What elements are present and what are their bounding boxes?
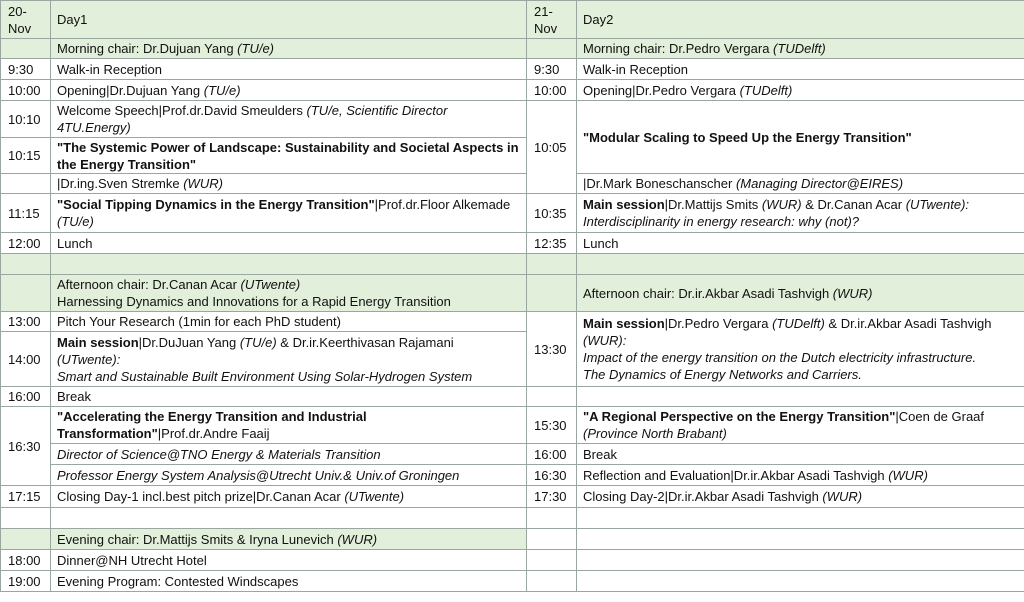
spacer-cell [577, 508, 1024, 529]
spacer-cell [51, 254, 527, 275]
time-cell: 17:30 [527, 486, 577, 508]
time-cell: 17:15 [1, 486, 51, 508]
session-cell: Walk-in Reception [51, 59, 527, 80]
session-cell: Lunch [577, 233, 1024, 254]
spacer-cell [51, 508, 527, 529]
day1-chair-time [1, 529, 51, 550]
day2-chair-time [527, 275, 577, 312]
day1-title: Day1 [51, 1, 527, 39]
day1-evening-chair: Evening chair: Dr.Mattijs Smits & Iryna Lunevich (WUR) [51, 529, 527, 550]
time-cell: 9:30 [527, 59, 577, 80]
session-cell: Evening Program: Contested Windscapes [51, 571, 527, 592]
time-cell [527, 387, 577, 407]
spacer-cell [577, 550, 1024, 571]
time-cell: 10:10 [1, 101, 51, 138]
day2-date: 21-Nov [527, 1, 577, 39]
session-title-cell: "Modular Scaling to Speed Up the Energy Transition" [577, 101, 1024, 174]
day1-chair-time [1, 39, 51, 59]
session-cell: Dinner@NH Utrecht Hotel [51, 550, 527, 571]
spacer-cell [527, 550, 577, 571]
session-cell: Opening|Dr.Dujuan Yang (TU/e) [51, 80, 527, 101]
day2-chair-time [527, 39, 577, 59]
spacer-cell [577, 529, 1024, 550]
time-cell: 19:00 [1, 571, 51, 592]
session-cell: Lunch [51, 233, 527, 254]
spacer-cell [527, 254, 577, 275]
session-title-cell: "Accelerating the Energy Transition and Industrial Transformation"|Prof.dr.Andre Faaij [51, 407, 527, 444]
time-cell: 16:00 [527, 444, 577, 465]
day2-afternoon-chair: Afternoon chair: Dr.ir.Akbar Asadi Tashvigh (WUR) [577, 275, 1024, 312]
session-cell: Break [51, 387, 527, 407]
session-cell: "A Regional Perspective on the Energy Transition"|Coen de Graaf (Province North Brabant) [577, 407, 1024, 444]
session-cell: Break [577, 444, 1024, 465]
session-cell: Welcome Speech|Prof.dr.David Smeulders (TU/e, Scientific Director 4TU.Energy) [51, 101, 527, 138]
time-cell: 14:00 [1, 332, 51, 387]
session-cell: |Dr.ing.Sven Stremke (WUR) [51, 174, 527, 194]
time-cell: 12:35 [527, 233, 577, 254]
session-cell: Main session|Dr.Mattijs Smits (WUR) & Dr.Canan Acar (UTwente): Interdisciplinarity in energy research: why (not)? [577, 194, 1024, 233]
session-cell: Main session|Dr.DuJuan Yang (TU/e) & Dr.ir.Keerthivasan Rajamani (UTwente): Smart and Sustainable Built Environment Using Solar-Hydrogen System [51, 332, 527, 387]
time-cell: 18:00 [1, 550, 51, 571]
spacer-cell [527, 508, 577, 529]
spacer-cell [1, 254, 51, 275]
time-cell: 16:30 [1, 407, 51, 486]
session-cell: Pitch Your Research (1min for each PhD student) [51, 312, 527, 332]
time-cell: 16:00 [1, 387, 51, 407]
time-cell: 10:35 [527, 194, 577, 233]
session-cell: Reflection and Evaluation|Dr.ir.Akbar Asadi Tashvigh (WUR) [577, 465, 1024, 486]
day1-afternoon-chair: Afternoon chair: Dr.Canan Acar (UTwente) Harnessing Dynamics and Innovations for a Rapid Energy Transition [51, 275, 527, 312]
day1-date: 20-Nov [1, 1, 51, 39]
time-cell: 11:15 [1, 194, 51, 233]
day2-morning-chair: Morning chair: Dr.Pedro Vergara (TUDelft) [577, 39, 1024, 59]
time-cell: 16:30 [527, 465, 577, 486]
session-cell [577, 387, 1024, 407]
spacer-cell [527, 571, 577, 592]
day1-chair-time [1, 275, 51, 312]
spacer-cell [527, 529, 577, 550]
session-cell: |Dr.Mark Boneschanscher (Managing Director@EIRES) [577, 174, 1024, 194]
time-cell: 10:00 [527, 80, 577, 101]
spacer-cell [577, 254, 1024, 275]
session-cell: "Social Tipping Dynamics in the Energy Transition"|Prof.dr.Floor Alkemade (TU/e) [51, 194, 527, 233]
time-cell: 9:30 [1, 59, 51, 80]
session-title-cell: "The Systemic Power of Landscape: Sustainability and Societal Aspects in the Energy Transition" [51, 138, 527, 174]
day1-morning-chair: Morning chair: Dr.Dujuan Yang (TU/e) [51, 39, 527, 59]
session-cell: Main session|Dr.Pedro Vergara (TUDelft) & Dr.ir.Akbar Asadi Tashvigh (WUR): Impact of the energy transition on the Dutch electricity infrastructure. The Dynamics of Energy Networks and Carriers. [577, 312, 1024, 387]
time-cell: 13:30 [527, 312, 577, 387]
session-cell: Opening|Dr.Pedro Vergara (TUDelft) [577, 80, 1024, 101]
spacer-cell [577, 571, 1024, 592]
session-cell: Closing Day-2|Dr.ir.Akbar Asadi Tashvigh (WUR) [577, 486, 1024, 508]
session-cell: Walk-in Reception [577, 59, 1024, 80]
day2-title: Day2 [577, 1, 1024, 39]
session-cell: Professor Energy System Analysis@Utrecht Univ.& Univ.of Groningen [51, 465, 527, 486]
session-cell: Director of Science@TNO Energy & Materials Transition [51, 444, 527, 465]
time-cell [1, 174, 51, 194]
time-cell: 10:00 [1, 80, 51, 101]
time-cell: 10:15 [1, 138, 51, 174]
session-cell: Closing Day-1 incl.best pitch prize|Dr.Canan Acar (UTwente) [51, 486, 527, 508]
time-cell: 10:05 [527, 101, 577, 194]
time-cell: 12:00 [1, 233, 51, 254]
spacer-cell [1, 508, 51, 529]
time-cell: 13:00 [1, 312, 51, 332]
time-cell: 15:30 [527, 407, 577, 444]
